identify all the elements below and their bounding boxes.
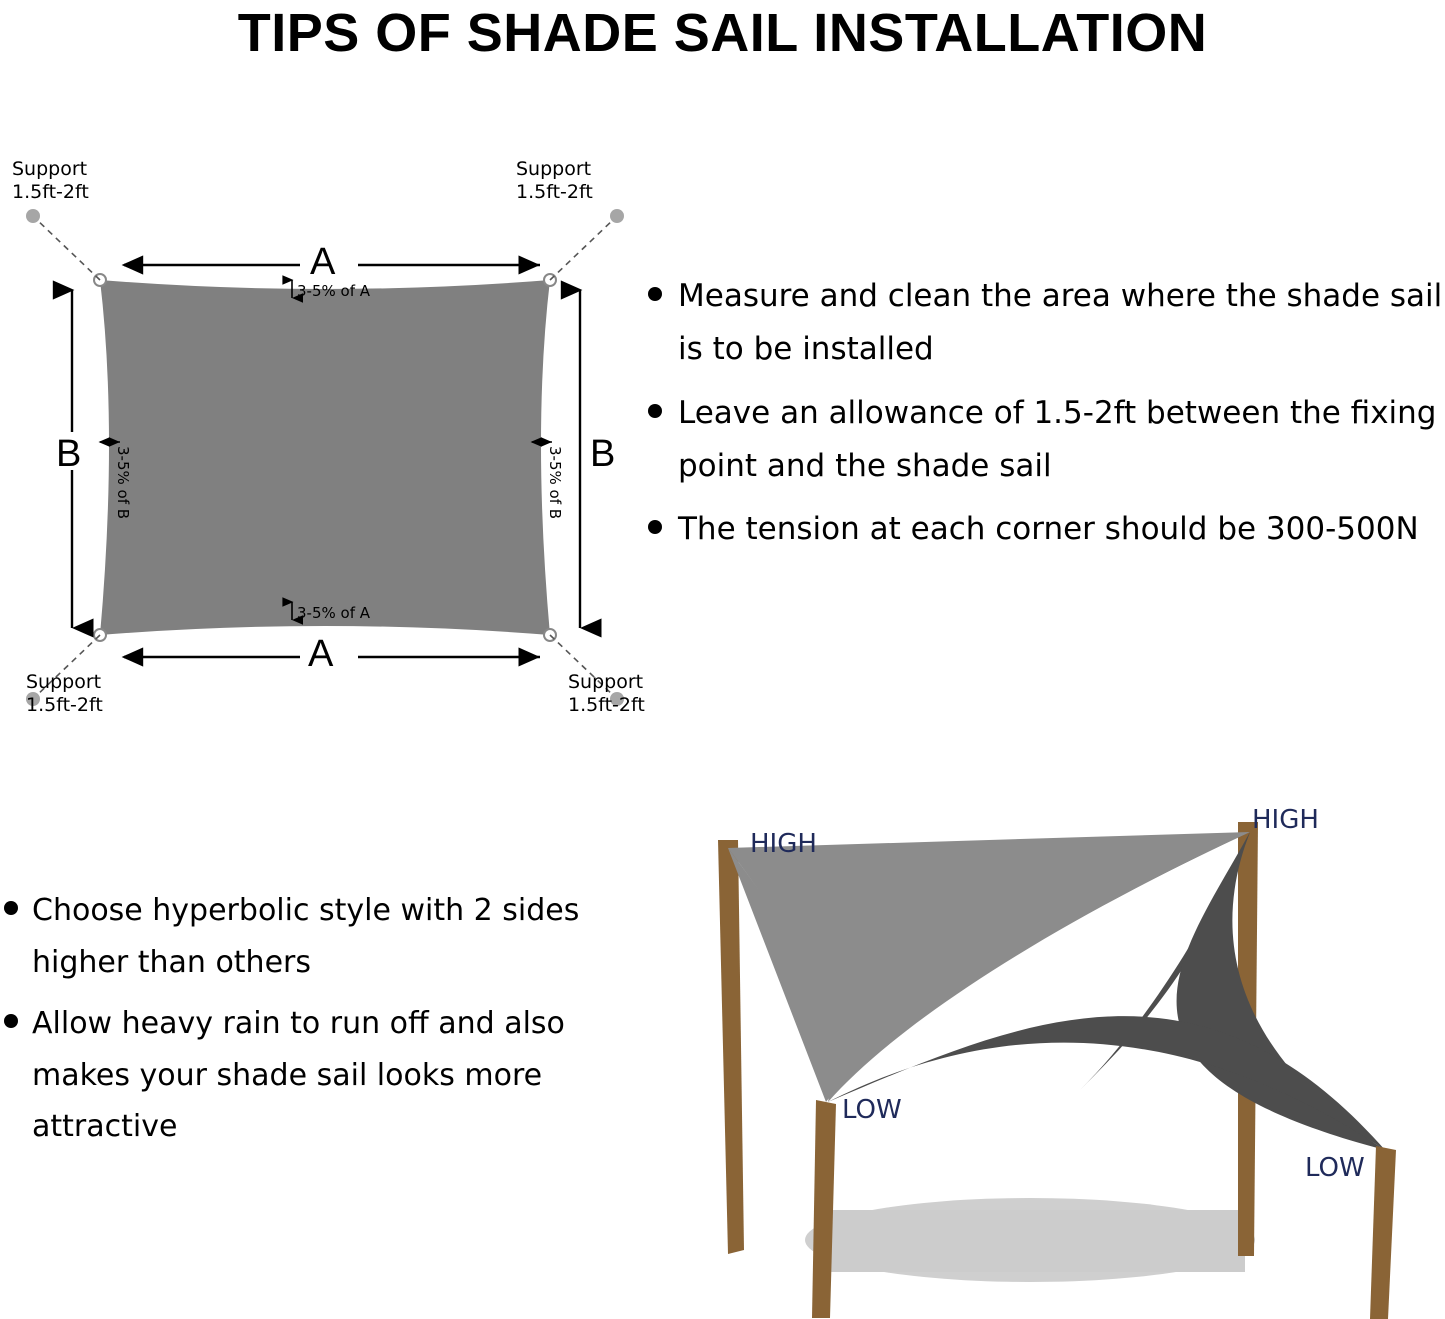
list-item-label: Leave an allowance of 1.5-2ft between the fixing point and the shade sail: [678, 394, 1437, 484]
list-item: [4, 998, 624, 1153]
ground-shadow-block: [825, 1210, 1245, 1272]
list-item-label: The tension at each corner should be 300-500N: [678, 511, 1419, 548]
sail-shape: [100, 280, 550, 635]
list-item: [4, 885, 624, 988]
hyperbolic-style-tips-list: [4, 885, 624, 1163]
support-label-line1: Support: [568, 671, 644, 693]
label-high-left: HIGH: [750, 829, 817, 859]
bullet-dot-icon: [4, 1014, 18, 1028]
post-front-right: [1370, 1146, 1396, 1319]
support-label-top-right: [516, 158, 593, 203]
curve-callout-left: [100, 442, 132, 519]
hyperbolic-sail-illustration: [640, 770, 1445, 1319]
label-low-right: LOW: [1305, 1153, 1365, 1183]
bullet-dot-icon: [648, 404, 662, 418]
dimension-bottom-a: [124, 633, 540, 675]
support-label-bottom-right: [568, 671, 645, 716]
support-label-line1: Support: [516, 158, 592, 180]
list-item-label: Measure and clean the area where the shade sail is to be installed: [678, 278, 1443, 368]
support-label-top-left: [12, 158, 89, 203]
support-label-line1: Support: [12, 158, 88, 180]
curve-callout-bottom: [292, 602, 371, 622]
dimension-label-b-left: B: [56, 433, 82, 475]
label-high-right: HIGH: [1252, 805, 1319, 835]
bullet-dot-icon: [4, 901, 18, 915]
label-low-left: LOW: [842, 1095, 902, 1125]
dimension-right-b: [580, 290, 626, 628]
support-label-bottom-left: [26, 671, 103, 716]
list-item: [648, 387, 1445, 494]
support-label-line2: 1.5ft-2ft: [12, 181, 89, 203]
support-label-line1: Support: [26, 671, 102, 693]
bullet-dot-icon: [648, 520, 662, 534]
dimension-top-a: [124, 241, 540, 283]
curve-label-top: 3-5% of A: [297, 282, 371, 300]
curve-label-left: 3-5% of B: [114, 446, 132, 520]
dimension-label-b-right: B: [590, 433, 616, 475]
bullet-dot-icon: [648, 287, 662, 301]
dimension-label-a-top: A: [310, 241, 336, 283]
dimension-left-b: [54, 290, 90, 628]
installation-tips-list: [648, 270, 1445, 567]
list-item-label: Allow heavy rain to run off and also makes your shade sail looks more attractive: [32, 1006, 565, 1145]
list-item: [648, 503, 1445, 556]
curve-callout-top: [292, 280, 371, 300]
dimension-label-a-bottom: A: [308, 633, 334, 675]
sail-panel-light: [728, 832, 1250, 1102]
page-title: TIPS OF SHADE SAIL INSTALLATION: [237, 3, 1208, 63]
curve-label-right: 3-5% of B: [546, 446, 564, 520]
list-item: [648, 270, 1445, 377]
post-front-left: [812, 1100, 836, 1318]
list-item-label: Choose hyperbolic style with 2 sides higher than others: [32, 893, 580, 980]
post-back-left: [718, 840, 744, 1254]
curve-label-bottom: 3-5% of A: [297, 604, 371, 622]
support-label-line2: 1.5ft-2ft: [568, 694, 645, 716]
support-label-line2: 1.5ft-2ft: [516, 181, 593, 203]
rectangular-sail-diagram: [0, 150, 660, 750]
support-label-line2: 1.5ft-2ft: [26, 694, 103, 716]
